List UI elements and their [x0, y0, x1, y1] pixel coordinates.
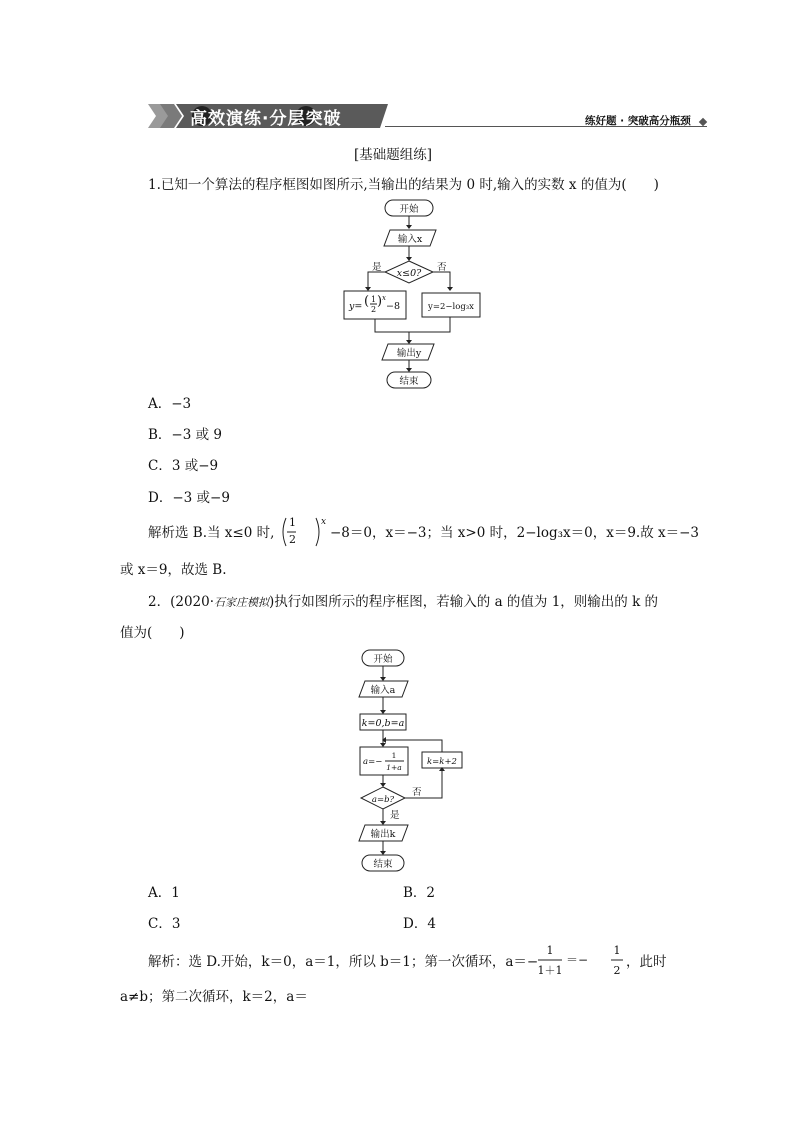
- section-label: [基础题组练]: [354, 147, 433, 163]
- q1-left-frac-num: 1: [371, 295, 377, 304]
- q1-left-exp: x: [382, 294, 386, 302]
- q1-flow-output-label: 输出y: [396, 348, 422, 359]
- q1-stem: 1.已知一个算法的程序框图如图所示,当输出的结果为 0 时,输入的实数 x 的值为( ): [148, 177, 659, 193]
- q1-left-suffix: −8: [386, 301, 401, 312]
- header-right-label: 练好题 · 突破高分瓶颈: [585, 115, 691, 127]
- q1-sol-frac-den: 2: [289, 533, 296, 546]
- q1-solution-end: −8＝0，x＝−3；当 x>0 时，2−log₃x＝0，x＝9.故 x＝−3: [330, 525, 700, 541]
- q1-left-paren-open: (: [364, 294, 370, 309]
- q1-flow-right-label: y=2−log₃x: [428, 302, 474, 312]
- q2-stem-prefix: 2．(2020·: [148, 594, 215, 610]
- q2-sol-frac1-num: 1: [546, 944, 554, 957]
- q1-left-prefix: y=: [349, 301, 363, 312]
- q2-solution-formula: [538, 938, 624, 982]
- q2-option-b: B．2: [403, 885, 436, 901]
- q2-assign-prefix: a=−: [363, 757, 383, 767]
- q2-stem-body: )执行如图所示的程序框图，若输入的 a 的值为 1，则输出的 k 的: [269, 594, 659, 610]
- q1-flow-input-label: 输入x: [397, 234, 423, 245]
- q2-flow-increment-label: k=k+2: [427, 757, 457, 767]
- q2-flowchart: [350, 646, 470, 874]
- q1-option-b: B．−3 或 9: [148, 427, 222, 443]
- q1-solution-formula: [280, 512, 327, 552]
- q2-stem-line1: [148, 593, 658, 612]
- q1-solution-line2: 或 x＝9，故选 B.: [120, 562, 227, 578]
- q2-sol-frac2-den: 2: [613, 964, 621, 977]
- q2-stem-source: 石家庄模拟: [214, 596, 270, 609]
- q1-flowchart: [330, 196, 490, 392]
- q2-option-c: C．3: [148, 916, 181, 932]
- q1-flow-decision-label: x≤0?: [396, 268, 422, 279]
- q1-flow-end-label: 结束: [399, 376, 419, 387]
- q1-left-frac-den: 2: [371, 305, 377, 314]
- q1-flow-start-label: 开始: [399, 204, 419, 215]
- q1-solution-start: 解析选 B.当 x≤0 时,: [148, 525, 275, 541]
- q2-solution-tail: ，此时: [626, 954, 667, 970]
- header-title: 高效演练·分层突破: [190, 109, 342, 129]
- q1-option-a: A．−3: [148, 396, 192, 412]
- q2-assign-num: 1: [391, 751, 397, 760]
- q2-flow-start-label: 开始: [373, 654, 393, 665]
- q2-flow-end-label: 结束: [373, 859, 393, 870]
- q2-assign-den: 1+a: [386, 763, 402, 772]
- q2-option-a: A．1: [148, 885, 180, 901]
- q2-flow-yes-label: 是: [390, 810, 400, 821]
- q1-sol-frac-num: 1: [289, 516, 296, 529]
- q2-stem-line2: 值为( ): [120, 625, 185, 641]
- q1-flow-no-label: 否: [437, 262, 447, 273]
- q2-option-d: D．4: [403, 916, 436, 932]
- q2-sol-frac1-den: 1＋1: [537, 964, 563, 977]
- q2-sol-frac2-num: 1: [613, 944, 621, 957]
- q2-flow-output-label: 输出k: [370, 829, 396, 840]
- q1-flow-yes-label: 是: [372, 262, 382, 273]
- diamond-icon: [699, 118, 707, 126]
- q2-solution-line2: a≠b；第二次循环，k＝2，a＝: [120, 989, 308, 1005]
- q2-flow-decision-label: a=b?: [371, 795, 395, 805]
- q1-left-paren-close: ): [377, 294, 383, 309]
- q2-solution-start: 解析：选 D.开始，k＝0，a＝1，所以 b＝1；第一次循环，a＝−: [148, 954, 539, 970]
- q1-option-c: C．3 或−9: [148, 458, 219, 474]
- q2-flow-no-label: 否: [412, 787, 422, 798]
- q1-sol-exp: x: [321, 517, 327, 527]
- q2-sol-mid: ＝−: [566, 953, 589, 967]
- q1-option-d: D．−3 或−9: [148, 490, 230, 506]
- q2-flow-init-label: k=0,b=a: [361, 718, 405, 729]
- q2-flow-input-label: 输入a: [370, 685, 396, 696]
